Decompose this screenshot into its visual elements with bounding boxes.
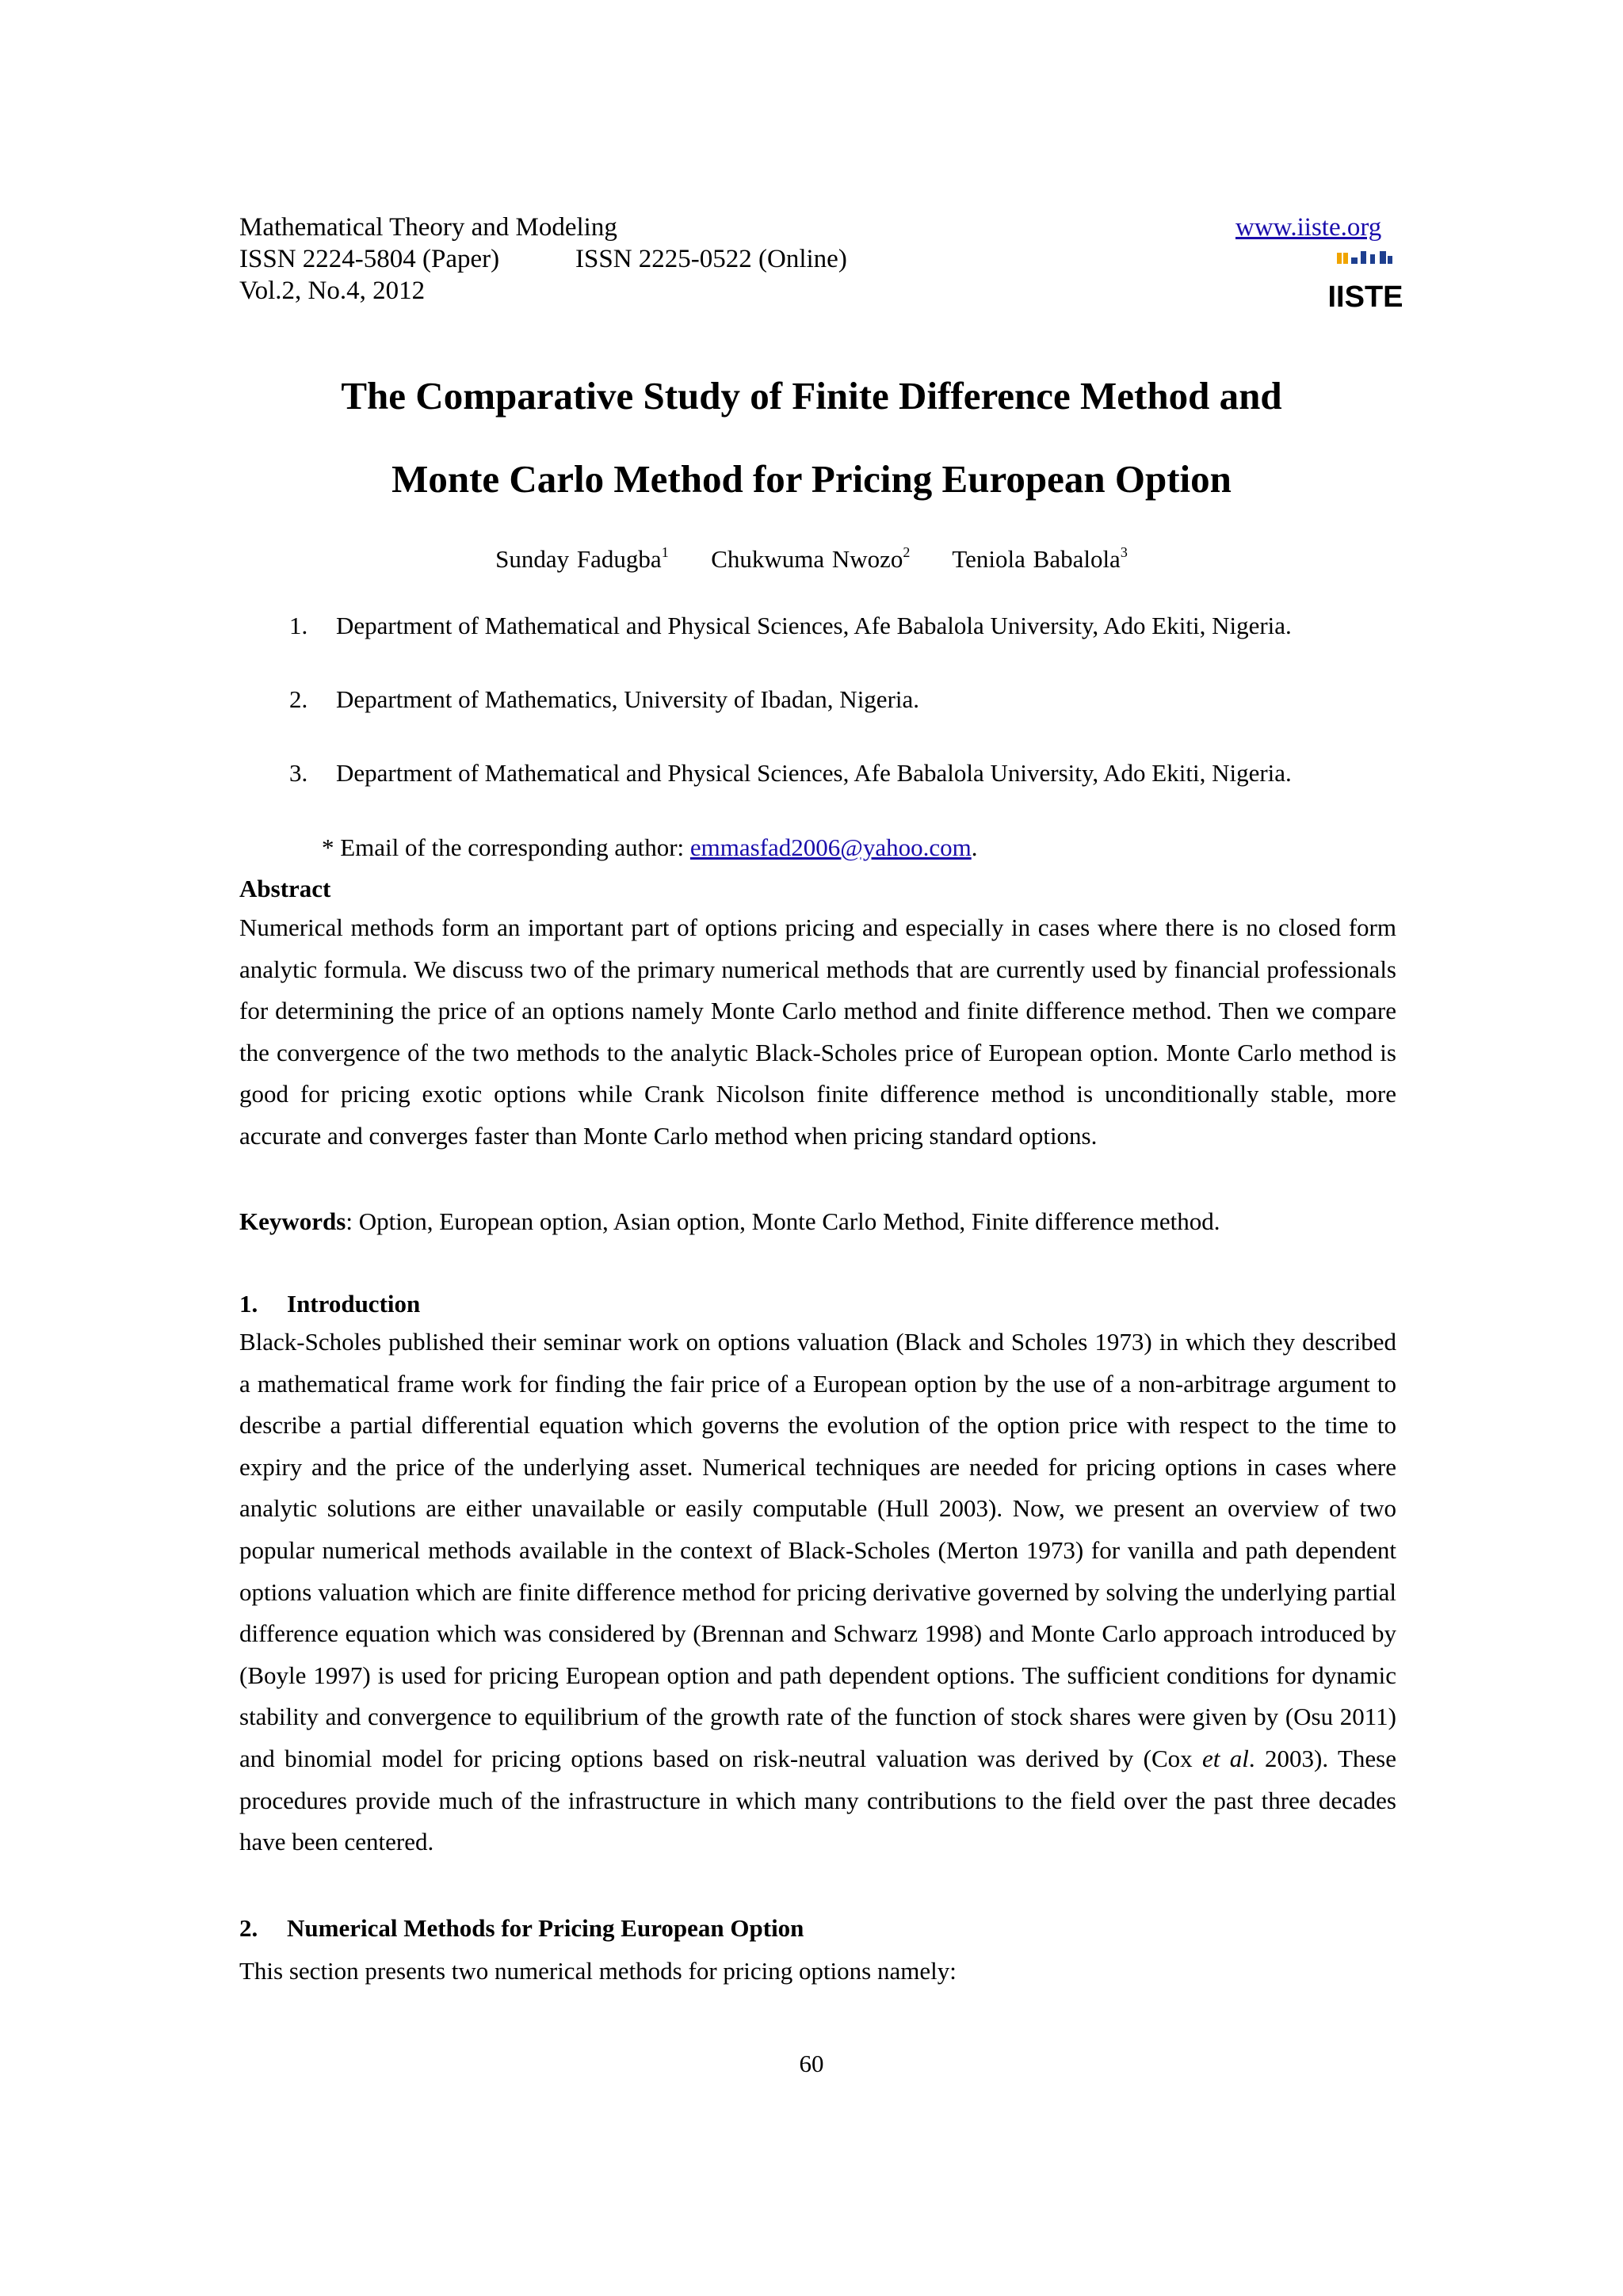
keywords-line xyxy=(239,1206,1220,1238)
affiliation-text: Department of Mathematics, University of Ibadan, Nigeria. xyxy=(336,685,920,713)
author-name: Chukwuma Nwozo xyxy=(711,545,903,573)
introduction-text-part: Black-Scholes published their seminar work on options valuation (Black and Scholes 1973) in which they described a mathematical frame work for finding the fair price of a European option by the use of a non-arbitrage argument to describe a partial differential equation which governs the evolution of the option price with respect to the time to expiry and the price of the underlying asset. Numerical techniques are needed for pricing options in cases where analytic solutions are either unavailable or easily computable (Hull 2003). Now, we present an overview of two popular numerical methods available in the context of Black-Scholes (Merton 1973) for vanilla and path dependent options valuation which are finite difference method for pricing derivative governed by solving the underlying partial difference equation which was considered by (Brennan and Schwarz 1998) and Monte Carlo approach introduced by (Boyle 1997) is used for pricing European option and path dependent options. The sufficient conditions for dynamic stability and convergence to equilibrium of the growth rate of the function of stock shares were given by (Osu 2011) and binomial model for pricing options based on risk-neutral valuation was derived by (Cox xyxy=(239,1328,1396,1772)
abstract-text: Numerical methods form an important part of options pricing and especially in cases where there is no closed form analytic formula. We discuss two of the primary numerical methods that are currently used by financial professionals for determining the price of an options namely Monte Carlo method and finite difference method. Then we compare the convergence of the two methods to the analytic Black-Scholes price of European option. Monte Carlo method is good for pricing exotic options while Crank Nicolson finite difference method is unconditionally stable, more accurate and converges faster than Monte Carlo method when pricing standard options. xyxy=(239,913,1396,1150)
affiliation-number: 3. xyxy=(289,759,308,787)
section-number: 2. xyxy=(239,1914,258,1942)
introduction-text xyxy=(239,1322,1396,1863)
author-affiliation-marker: 2 xyxy=(903,544,911,560)
keywords-label: Keywords xyxy=(239,1207,346,1235)
svg-text:IISTE: IISTE xyxy=(1327,280,1403,314)
section-title: Introduction xyxy=(287,1290,421,1318)
abstract-heading: Abstract xyxy=(239,875,331,902)
affiliation-number: 1. xyxy=(289,612,308,639)
author-name: Sunday Fadugba xyxy=(495,545,662,573)
volume-info: Vol.2, No.4, 2012 xyxy=(239,277,426,305)
affiliation-text: Department of Mathematical and Physical Sciences, Afe Babalola University, Ado Ekiti, Nigeria. xyxy=(336,612,1292,639)
corresponding-author-email xyxy=(322,832,977,864)
section-title: Numerical Methods for Pricing European Option xyxy=(287,1914,804,1942)
journal-name: Mathematical Theory and Modeling xyxy=(239,213,617,242)
author-affiliation-marker: 1 xyxy=(661,544,669,560)
section-number: 1. xyxy=(239,1290,258,1318)
email-label: * Email of the corresponding author: xyxy=(322,833,690,861)
affiliation-text: Department of Mathematical and Physical Sciences, Afe Babalola University, Ado Ekiti, Nigeria. xyxy=(336,759,1292,787)
author-list xyxy=(0,543,1623,575)
issn-paper: ISSN 2224-5804 (Paper) xyxy=(239,245,500,273)
author-name: Teniola Babalola xyxy=(952,545,1121,573)
iiste-logo xyxy=(1327,250,1403,314)
section-2-heading xyxy=(239,1913,804,1944)
email-link[interactable]: emmasfad2006@yahoo.com xyxy=(689,833,972,861)
introduction-text-part: . 2003). These procedures provide much of the infrastructure in which many contributions to the field over the past three decades have been centered. xyxy=(239,1744,1396,1856)
section-2-text: This section presents two numerical methods for pricing options namely: xyxy=(239,1957,957,1985)
keywords-text: : Option, European option, Asian option, Monte Carlo Method, Finite difference method. xyxy=(346,1207,1220,1235)
journal-website-link[interactable]: www.iiste.org xyxy=(1235,213,1382,242)
affiliation-number: 2. xyxy=(289,685,308,713)
paper-title-line-1: The Comparative Study of Finite Difference Method and xyxy=(341,374,1282,418)
email-suffix: . xyxy=(971,833,978,861)
paper-title-line-2: Monte Carlo Method for Pricing European Option xyxy=(391,457,1232,501)
section-1-heading xyxy=(239,1288,420,1320)
page-number: 60 xyxy=(799,2050,824,2077)
issn-online: ISSN 2225-0522 (Online) xyxy=(575,245,847,273)
introduction-italic-et-al: et al xyxy=(1202,1744,1249,1772)
author-affiliation-marker: 3 xyxy=(1120,544,1128,560)
